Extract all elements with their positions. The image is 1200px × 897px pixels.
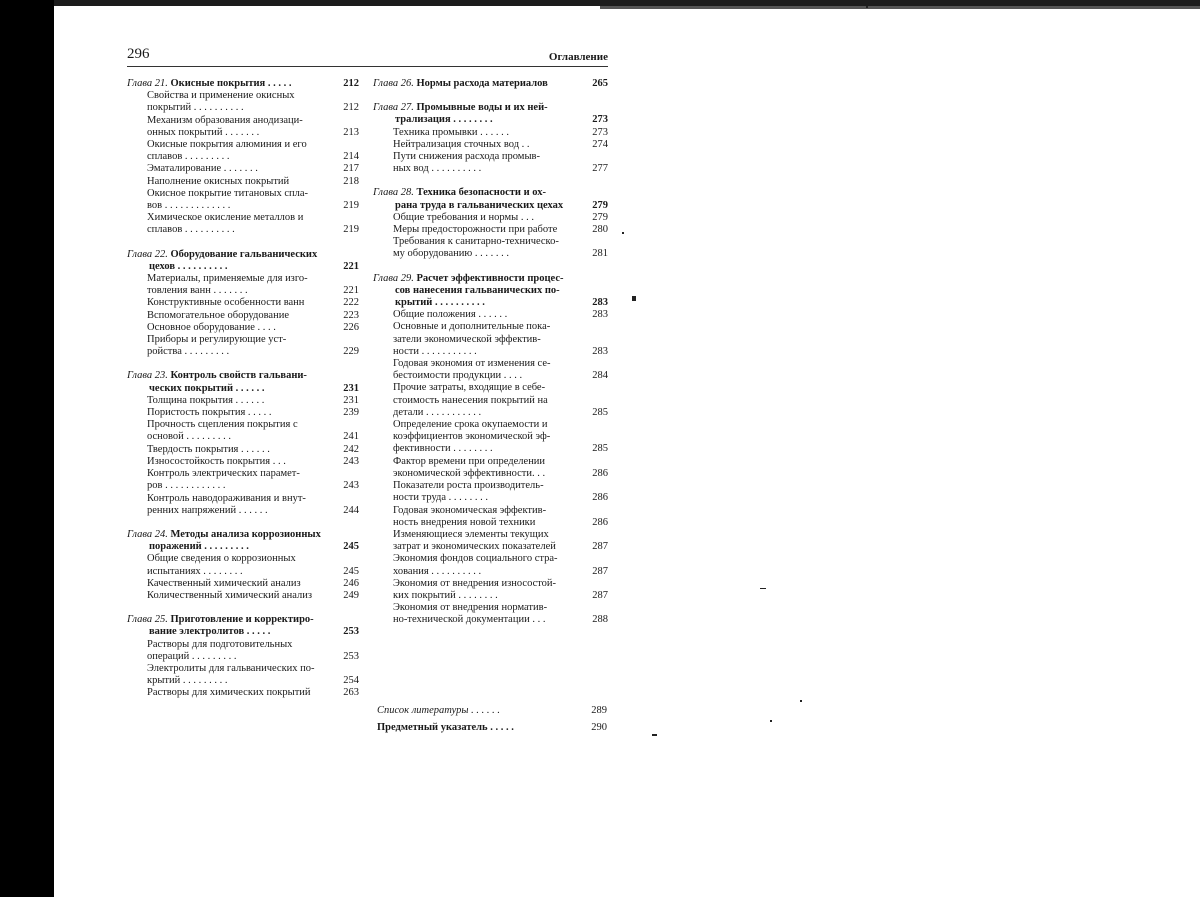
chapter-title <box>395 297 485 309</box>
section-title: Общие сведения о коррозионных <box>147 553 296 565</box>
section-title: Основное оборудование . . . . <box>147 321 276 333</box>
toc-chapter <box>373 187 608 260</box>
section-entry-line <box>373 456 608 468</box>
section-title: Меры предосторожности при работе <box>393 224 558 236</box>
section-page-number: 226 <box>343 321 359 333</box>
section-title: Изменяющиеся элементы текущих <box>393 528 549 540</box>
section-entry-line <box>373 505 608 517</box>
section-entry-line <box>127 456 359 468</box>
section-title: экономической эффективности. . . <box>393 467 546 479</box>
scan-speck <box>760 588 766 589</box>
section-title: сплавов . . . . . . . . . . <box>147 224 235 236</box>
chapter-title <box>373 78 548 90</box>
chapter-heading-line <box>373 187 608 199</box>
toc-backmatter <box>377 702 607 736</box>
chapter-heading-line <box>373 102 608 114</box>
section-page-number: 244 <box>343 504 359 516</box>
chapter-title <box>127 529 321 541</box>
section-page-number: 286 <box>592 492 608 504</box>
section-entry-line <box>373 321 608 333</box>
section-entry-line <box>373 139 608 151</box>
section-title: Вспомогательное оборудование <box>147 309 289 321</box>
section-entry-line <box>373 492 608 504</box>
section-title: Прочие затраты, входящие в себе- <box>393 382 546 394</box>
toc-chapter <box>127 614 359 699</box>
section-entry-line <box>127 419 359 431</box>
section-title: ренних напряжений . . . . . . <box>147 504 268 516</box>
section-entry-line <box>127 322 359 334</box>
section-page-number: 253 <box>343 650 359 662</box>
section-page-number: 286 <box>592 516 608 528</box>
section-entry-line <box>373 236 608 248</box>
section-entry-line <box>127 639 359 651</box>
section-page-number: 243 <box>343 480 359 492</box>
section-title: коэффициентов экономической эф- <box>393 431 551 443</box>
section-title: ких покрытий . . . . . . . . <box>393 589 498 601</box>
section-entry-line <box>127 334 359 346</box>
section-entry-line <box>127 651 359 663</box>
toc-chapter <box>373 102 608 175</box>
chapter-heading-line <box>127 78 359 90</box>
section-page-number: 223 <box>343 309 359 321</box>
section-page-number: 285 <box>592 443 608 455</box>
section-entry-line <box>127 224 359 236</box>
section-title: Годовая экономическая эффектив- <box>393 504 547 516</box>
section-entry-line <box>373 309 608 321</box>
section-entry-line <box>373 529 608 541</box>
chapter-heading-line <box>373 285 608 297</box>
section-entry-line <box>127 578 359 590</box>
section-title: Электролиты для гальванических по- <box>147 662 315 674</box>
chapter-heading-line <box>373 273 608 285</box>
chapter-title-text: Техника безопасности и ох- <box>416 187 546 199</box>
chapter-title-text: Нормы расхода материалов <box>416 78 548 89</box>
section-page-number: 287 <box>592 589 608 601</box>
section-page-number: 245 <box>343 565 359 577</box>
chapter-title-text: рана труда в гальванических цехах <box>395 199 564 211</box>
section-entry-line <box>127 285 359 297</box>
chapter-title <box>149 261 228 273</box>
toc-chapter <box>373 78 608 90</box>
chapter-title-text: крытий . . . . . . . . . . <box>395 297 485 309</box>
section-title: ность внедрения новой техники <box>393 516 536 528</box>
chapter-title <box>373 102 548 114</box>
section-entry-line <box>127 102 359 114</box>
section-title: Прочность сцепления покрытия с <box>147 419 298 431</box>
chapter-heading-line <box>127 249 359 261</box>
section-entry-line <box>127 590 359 602</box>
chapter-page-number: 265 <box>592 78 608 89</box>
section-title: вов . . . . . . . . . . . . . <box>147 200 231 212</box>
section-entry-line <box>127 115 359 127</box>
section-page-number: 285 <box>592 406 608 418</box>
section-entry-line <box>373 431 608 443</box>
section-entry-line <box>373 443 608 455</box>
section-entry-line <box>127 188 359 200</box>
chapter-page-number: 283 <box>592 297 608 309</box>
scan-speck <box>622 232 624 234</box>
section-entry-line <box>373 468 608 480</box>
scan-left-border <box>0 0 54 897</box>
section-page-number: 286 <box>592 467 608 479</box>
section-entry-line <box>127 212 359 224</box>
chapter-title-text: ческих покрытий . . . . . . <box>149 382 265 394</box>
section-title: Свойства и применение окисных <box>147 90 295 102</box>
section-entry-line <box>373 407 608 419</box>
backmatter-page-number: 289 <box>591 705 607 716</box>
section-title: Эматалирование . . . . . . . <box>147 163 258 175</box>
section-page-number: 218 <box>343 175 359 187</box>
section-page-number: 254 <box>343 675 359 687</box>
section-title: Количественный химический анализ <box>147 589 312 601</box>
section-page-number: 284 <box>592 370 608 382</box>
section-title: му оборудованию . . . . . . . <box>393 248 509 260</box>
section-page-number: 242 <box>343 443 359 455</box>
chapter-heading-line <box>127 261 359 273</box>
chapter-page-number: 279 <box>592 199 608 211</box>
section-entry-line <box>127 127 359 139</box>
section-entry-line <box>127 675 359 687</box>
section-page-number: 214 <box>343 151 359 163</box>
section-entry-line <box>127 480 359 492</box>
section-title: Контроль электрических парамет- <box>147 468 300 480</box>
section-entry-line <box>373 382 608 394</box>
section-page-number: 274 <box>592 138 608 150</box>
section-title: Конструктивные особенности ванн <box>147 297 305 309</box>
section-title: Нейтрализация сточных вод . . <box>393 138 530 150</box>
toc-left-column <box>127 78 359 712</box>
section-entry-line <box>373 334 608 346</box>
chapter-title-text: сов нанесения гальванических по- <box>395 284 560 296</box>
section-page-number: 280 <box>592 224 608 236</box>
chapter-title-text: Оборудование гальванических <box>170 248 318 260</box>
section-entry-line <box>373 358 608 370</box>
chapter-title <box>149 626 270 638</box>
running-head: Оглавление <box>548 51 608 63</box>
section-title: Экономия от внедрения норматив- <box>393 602 548 614</box>
section-title: но-технической документации . . . <box>393 614 546 626</box>
section-entry-line <box>127 310 359 322</box>
chapter-page-number: 273 <box>592 114 608 126</box>
section-entry-line <box>373 517 608 529</box>
section-title: Фактор времени при определении <box>393 455 546 467</box>
section-page-number: 239 <box>343 407 359 419</box>
chapter-title <box>395 200 563 212</box>
section-entry-line <box>127 493 359 505</box>
section-page-number: 221 <box>343 285 359 297</box>
section-title: фективности . . . . . . . . <box>393 443 493 455</box>
section-entry-line <box>373 163 608 175</box>
section-title: Толщина покрытия . . . . . . <box>147 394 265 406</box>
section-entry-line <box>373 212 608 224</box>
scan-top-border-shadow <box>600 6 1200 9</box>
section-entry-line <box>127 163 359 175</box>
header-rule <box>127 66 608 67</box>
chapter-title-text: трализация . . . . . . . . <box>395 114 493 126</box>
toc-chapter <box>127 78 359 237</box>
section-page-number: 222 <box>343 297 359 309</box>
toc-chapter <box>373 273 608 627</box>
section-title: Контроль наводораживания и внут- <box>147 492 306 504</box>
scan-speck <box>866 6 868 8</box>
backmatter-title: Предметный указатель . . . . . <box>377 722 514 733</box>
backmatter-entry <box>377 719 607 736</box>
section-title: Общие требования и нормы . . . <box>393 211 534 223</box>
chapter-title <box>127 614 314 626</box>
chapter-title <box>395 114 493 126</box>
section-title: затели экономической эффектив- <box>393 333 541 345</box>
chapter-title-text: Контроль свойств гальвани- <box>170 370 307 382</box>
chapter-label: Глава 28. <box>373 187 417 199</box>
section-entry-line <box>373 419 608 431</box>
section-page-number: 283 <box>592 309 608 321</box>
chapter-label: Глава 27. <box>373 102 417 114</box>
chapter-title-text: вание электролитов . . . . . <box>149 626 271 638</box>
chapter-page-number: 253 <box>343 626 359 638</box>
section-title: онных покрытий . . . . . . . <box>147 126 260 138</box>
section-entry-line <box>373 127 608 139</box>
backmatter-page-number: 290 <box>591 722 607 733</box>
toc-chapter <box>127 249 359 359</box>
section-title: испытаниях . . . . . . . . <box>147 565 243 577</box>
chapter-title-text: Промывные воды и их ней- <box>416 102 548 114</box>
section-title: Материалы, применяемые для изго- <box>147 273 308 285</box>
section-title: Окисное покрытие титановых спла- <box>147 187 309 199</box>
section-title: бестоимости продукции . . . . <box>393 370 523 382</box>
chapter-title-text: Расчет эффективности процес- <box>416 272 564 284</box>
chapter-heading-line <box>127 541 359 553</box>
chapter-title <box>127 249 317 261</box>
section-title: Износостойкость покрытия . . . <box>147 455 286 467</box>
section-title: Механизм образования анодизаци- <box>147 114 303 126</box>
section-page-number: 213 <box>343 126 359 138</box>
section-page-number: 281 <box>592 248 608 260</box>
section-entry-line <box>373 248 608 260</box>
section-title: Качественный химический анализ <box>147 577 301 589</box>
section-entry-line <box>127 297 359 309</box>
section-title: ройства . . . . . . . . . <box>147 346 230 358</box>
chapter-label: Глава 23. <box>127 370 171 382</box>
toc-right-column <box>373 78 608 639</box>
section-page-number: 219 <box>343 200 359 212</box>
page-number: 296 <box>127 46 150 62</box>
chapter-label: Глава 25. <box>127 614 171 626</box>
chapter-heading-line <box>373 114 608 126</box>
section-entry-line <box>373 578 608 590</box>
section-page-number: 241 <box>343 431 359 443</box>
section-title: основой . . . . . . . . . <box>147 431 232 443</box>
section-entry-line <box>373 541 608 553</box>
section-title: Требования к санитарно-техническо- <box>393 236 559 248</box>
section-entry-line <box>127 663 359 675</box>
section-page-number: 229 <box>343 346 359 358</box>
section-title: затрат и экономических показателей <box>393 541 556 553</box>
section-title: Годовая экономия от изменения се- <box>393 358 551 370</box>
section-entry-line <box>373 480 608 492</box>
section-title: хования . . . . . . . . . . <box>393 565 482 577</box>
scan-speck <box>770 720 772 722</box>
section-page-number: 212 <box>343 102 359 114</box>
section-entry-line <box>127 273 359 285</box>
chapter-label: Глава 26. <box>373 78 417 89</box>
section-title: стоимость нанесения покрытий на <box>393 394 548 406</box>
section-title: Растворы для химических покрытий <box>147 687 311 699</box>
section-entry-line <box>373 346 608 358</box>
chapter-page-number: 245 <box>343 541 359 553</box>
chapter-title-text: Окисные покрытия . . . . . <box>170 78 292 89</box>
section-title: ности труда . . . . . . . . <box>393 492 489 504</box>
chapter-heading-line <box>127 370 359 382</box>
section-title: крытий . . . . . . . . . <box>147 675 228 687</box>
scan-speck <box>632 296 636 301</box>
section-page-number: 249 <box>343 589 359 601</box>
chapter-heading-line <box>373 297 608 309</box>
section-entry-line <box>127 346 359 358</box>
section-page-number: 273 <box>592 126 608 138</box>
chapter-label: Глава 22. <box>127 248 171 260</box>
section-entry-line <box>127 176 359 188</box>
section-title: Наполнение окисных покрытий <box>147 175 290 187</box>
toc-chapter <box>127 529 359 602</box>
section-page-number: 231 <box>343 394 359 406</box>
section-page-number: 287 <box>592 565 608 577</box>
section-entry-line <box>127 431 359 443</box>
scan-speck <box>800 700 802 702</box>
chapter-title-text: Методы анализа коррозионных <box>170 528 321 540</box>
section-title: покрытий . . . . . . . . . . <box>147 102 244 114</box>
section-entry-line <box>373 224 608 236</box>
section-title: ных вод . . . . . . . . . . <box>393 163 482 175</box>
section-entry-line <box>127 139 359 151</box>
section-entry-line <box>127 566 359 578</box>
chapter-title-text: Приготовление и корректиро- <box>170 614 314 626</box>
backmatter-title: Список литературы . . . . . . <box>377 705 500 716</box>
chapter-page-number: 212 <box>343 78 359 89</box>
chapter-page-number: 221 <box>343 260 359 272</box>
chapter-title <box>149 541 249 553</box>
section-page-number: 277 <box>592 163 608 175</box>
section-page-number: 287 <box>592 541 608 553</box>
section-entry-line <box>373 370 608 382</box>
section-entry-line <box>373 395 608 407</box>
section-page-number: 219 <box>343 224 359 236</box>
section-title: Общие положения . . . . . . <box>393 309 508 321</box>
section-entry-line <box>373 566 608 578</box>
section-page-number: 217 <box>343 163 359 175</box>
section-page-number: 263 <box>343 687 359 699</box>
chapter-heading-line <box>127 383 359 395</box>
section-page-number: 288 <box>592 614 608 626</box>
section-entry-line <box>373 602 608 614</box>
section-title: ности . . . . . . . . . . . <box>393 345 477 357</box>
section-title: Приборы и регулирующие уст- <box>147 334 287 346</box>
section-title: Техника промывки . . . . . . <box>393 126 510 138</box>
chapter-title <box>373 273 563 285</box>
section-title: Растворы для подготовительных <box>147 638 293 650</box>
chapter-title <box>395 285 560 297</box>
section-title: Определение срока окупаемости и <box>393 419 548 431</box>
section-entry-line <box>373 614 608 626</box>
section-entry-line <box>127 505 359 517</box>
section-entry-line <box>127 151 359 163</box>
section-title: Экономия от внедрения износостой- <box>393 577 557 589</box>
chapter-heading-line <box>373 200 608 212</box>
section-title: Твердость покрытия . . . . . . <box>147 443 270 455</box>
chapter-label: Глава 24. <box>127 528 171 540</box>
section-entry-line <box>127 553 359 565</box>
section-title: товления ванн . . . . . . . <box>147 285 248 297</box>
chapter-heading-line <box>127 529 359 541</box>
section-title: Основные и дополнительные пока- <box>393 321 551 333</box>
section-title: Химическое окисление металлов и <box>147 212 304 224</box>
section-title: сплавов . . . . . . . . . <box>147 151 230 163</box>
section-page-number: 279 <box>592 211 608 223</box>
section-entry-line <box>127 90 359 102</box>
section-title: Пористость покрытия . . . . . <box>147 407 272 419</box>
chapter-heading-line <box>127 626 359 638</box>
chapter-page-number: 231 <box>343 382 359 394</box>
section-entry-line <box>127 200 359 212</box>
chapter-title-text: поражений . . . . . . . . . <box>149 541 249 553</box>
chapter-heading-line <box>127 614 359 626</box>
section-entry-line <box>127 407 359 419</box>
section-page-number: 246 <box>343 577 359 589</box>
chapter-title-text: цехов . . . . . . . . . . <box>149 260 228 272</box>
scan-speck <box>652 734 657 736</box>
chapter-title <box>127 370 307 382</box>
section-entry-line <box>373 590 608 602</box>
section-entry-line <box>127 687 359 699</box>
chapter-label: Глава 29. <box>373 272 417 284</box>
section-title: операций . . . . . . . . . <box>147 650 237 662</box>
backmatter-entry <box>377 702 607 719</box>
section-entry-line <box>127 468 359 480</box>
section-entry-line <box>373 151 608 163</box>
chapter-label: Глава 21. <box>127 78 171 89</box>
section-page-number: 243 <box>343 455 359 467</box>
section-entry-line <box>127 395 359 407</box>
section-title: Пути снижения расхода промыв- <box>393 151 540 163</box>
toc-chapter <box>127 370 359 516</box>
chapter-title <box>149 383 265 395</box>
section-entry-line <box>373 553 608 565</box>
section-title: Показатели роста производитель- <box>393 480 544 492</box>
section-entry-line <box>127 444 359 456</box>
section-title: ров . . . . . . . . . . . . <box>147 480 226 492</box>
section-page-number: 283 <box>592 345 608 357</box>
section-title: детали . . . . . . . . . . . <box>393 406 482 418</box>
section-title: Окисные покрытия алюминия и его <box>147 139 307 151</box>
chapter-title <box>373 187 546 199</box>
chapter-title <box>127 78 291 90</box>
section-title: Экономия фондов социального стра- <box>393 553 558 565</box>
chapter-heading-line <box>373 78 608 90</box>
